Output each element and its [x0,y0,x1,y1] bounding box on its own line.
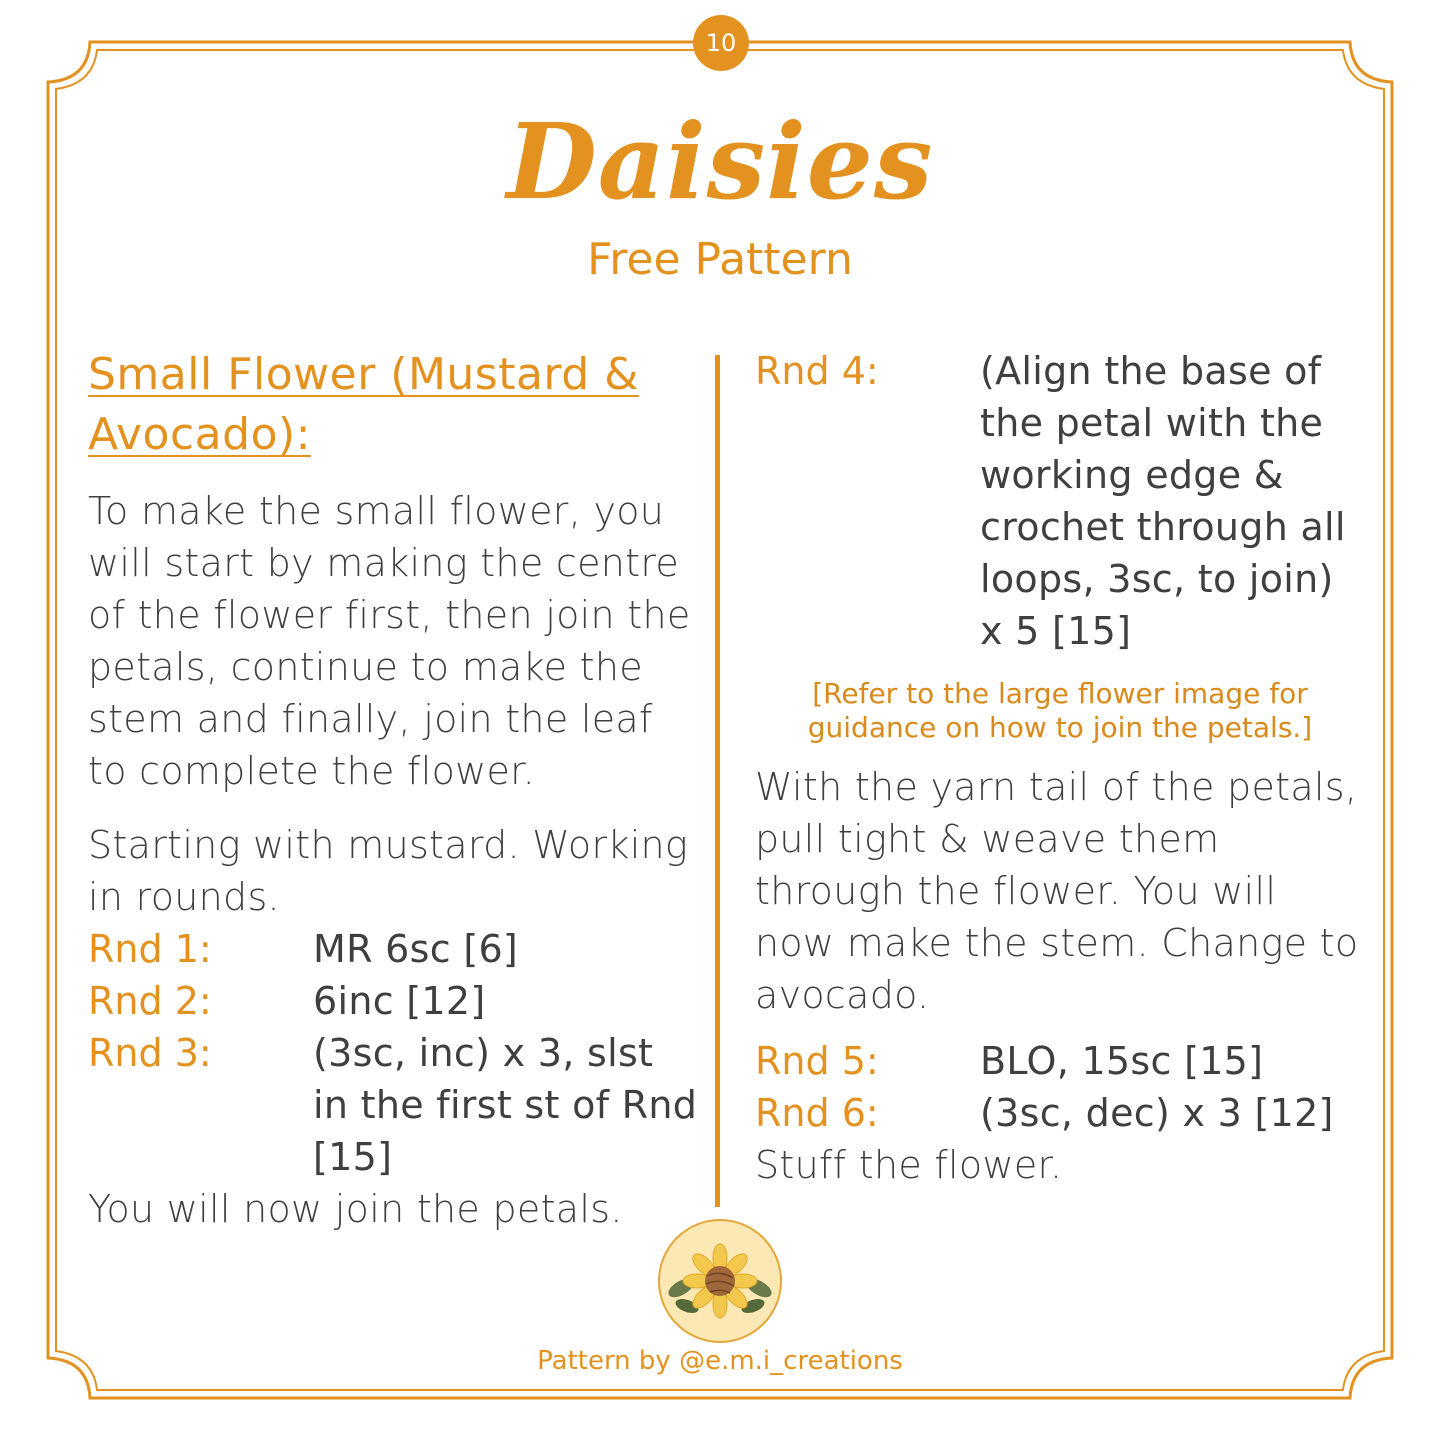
round-row [88,923,698,975]
round-text: (Align the base of the petal with the working edge & crochet through all loops, 3sc, to join) x 5 [15] [980,349,1346,653]
round-row [755,1035,1365,1087]
page-title: Daisies [506,100,934,223]
pattern-credit: Pattern by @e.m.i_creations [537,1346,903,1376]
column-divider [715,355,720,1207]
round-label: Rnd 5: [755,1039,879,1083]
page-number-badge: 10 [693,15,749,71]
round-label: Rnd 2: [88,979,212,1023]
right-column [755,345,1365,1191]
round-label: Rnd 6: [755,1091,879,1135]
section-heading: Small Flower (Mustard & Avocado): [88,349,639,460]
round-row [755,345,1365,657]
round-row [755,1087,1365,1139]
round-text: 6inc [12] [313,979,486,1023]
round-label: Rnd 3: [88,1031,212,1075]
sunflower-yarn-logo-icon [657,1218,783,1344]
left-column [88,345,698,1235]
page-subtitle: Free Pattern [587,234,853,285]
round-row [88,975,698,1027]
stuff-paragraph: Stuff the flower. [755,1143,1063,1187]
round-row [88,1027,698,1183]
round-label: Rnd 1: [88,927,212,971]
round-text: (3sc, inc) x 3, slst in the first st of Rnd [15] [313,1031,698,1179]
round-text: (3sc, dec) x 3 [12] [980,1091,1334,1135]
guidance-note: [Refer to the large flower image for guidance on how to join the petals.] [807,677,1313,744]
intro-paragraph: To make the small flower, you will start by making the centre of the flower first, then join the petals, continue to make the stem and finally, join the leaf to complete the flower. [88,489,691,793]
start-paragraph: Starting with mustard. Working in rounds. [88,823,689,919]
petal-paragraph: With the yarn tail of the petals, pull tight & weave them through the flower. You will now make the stem. Change to avocado. [755,765,1359,1017]
round-text: BLO, 15sc [15] [980,1039,1264,1083]
round-text: MR 6sc [6] [313,927,519,971]
outro-paragraph: You will now join the petals. [88,1187,623,1231]
round-label: Rnd 4: [755,349,879,393]
